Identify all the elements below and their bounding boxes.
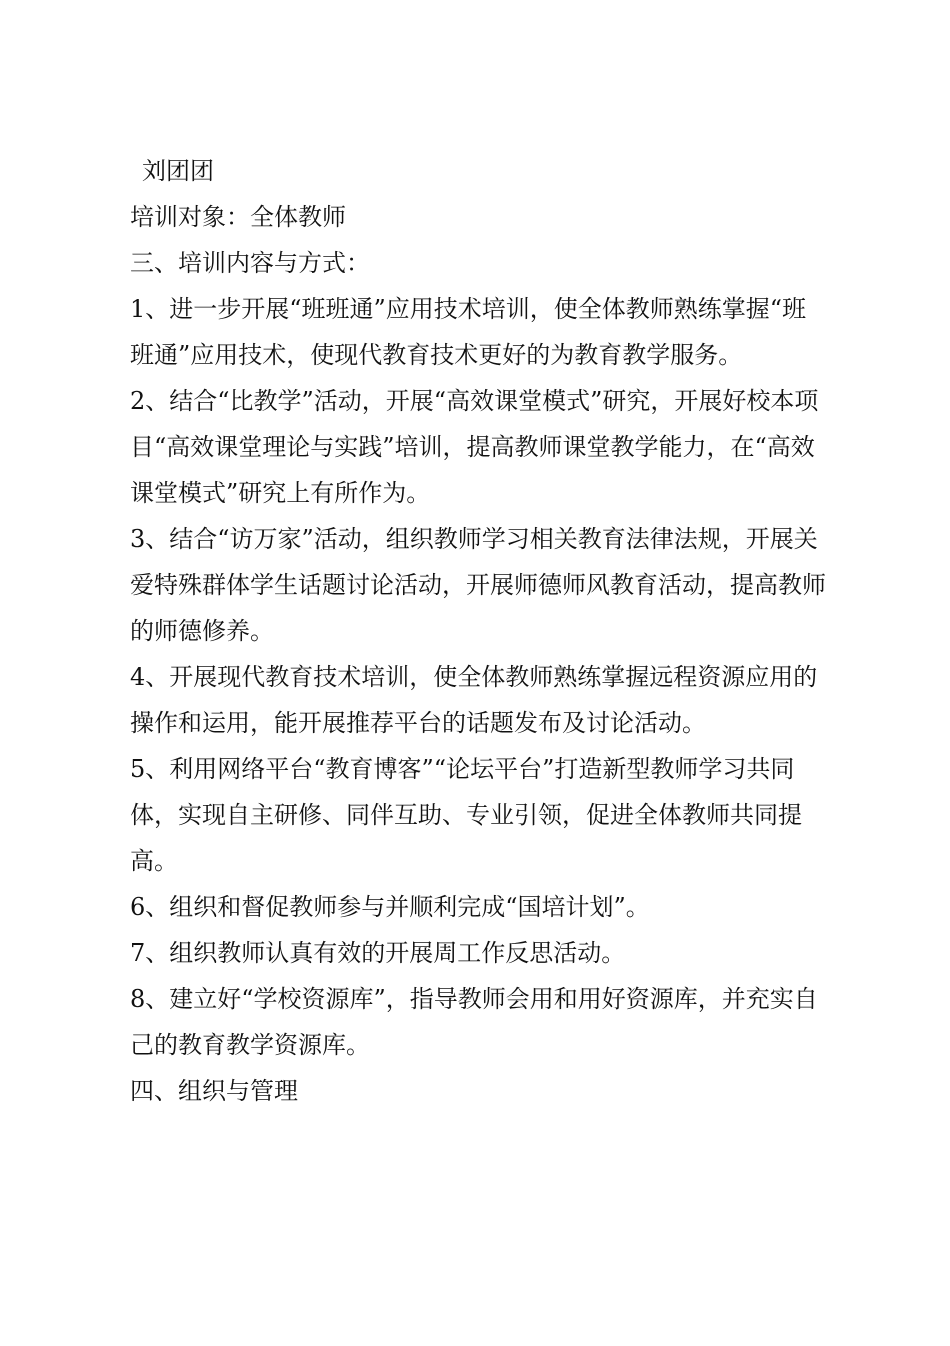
section-4-heading: 四、组织与管理	[130, 1077, 298, 1105]
document-body	[130, 148, 830, 1114]
content-item-7: 7、组织教师认真有效的开展周工作反思活动。	[130, 939, 626, 967]
content-item-5: 5、利用网络平台“教育博客”“论坛平台”打造新型教师学习共同体，实现自主研修、同伴互助、专业引领，促进全体教师共同提高。	[130, 755, 802, 875]
content-item-1: 1、进一步开展“班班通”应用技术培训，使全体教师熟练掌握“班班通”应用技术，使现代教育技术更好的为教育教学服务。	[130, 295, 807, 369]
content-item-2: 2、结合“比教学”活动，开展“高效课堂模式”研究，开展好校本项目“高效课堂理论与实践”培训，提高教师课堂教学能力，在“高效课堂模式”研究上有所作为。	[130, 387, 819, 507]
content-item-6: 6、组织和督促教师参与并顺利完成“国培计划”。	[130, 893, 650, 921]
section-3-heading: 三、培训内容与方式：	[130, 249, 370, 277]
training-target-line: 培训对象：全体教师	[130, 203, 346, 231]
content-item-4: 4、开展现代教育技术培训，使全体教师熟练掌握远程资源应用的操作和运用，能开展推荐平台的话题发布及讨论活动。	[130, 663, 818, 737]
content-item-3: 3、结合“访万家”活动，组织教师学习相关教育法律法规，开展关爱特殊群体学生话题讨论活动，开展师德师风教育活动，提高教师的师德修养。	[130, 525, 826, 645]
content-item-8: 8、建立好“学校资源库”，指导教师会用和用好资源库，并充实自己的教育教学资源库。	[130, 985, 818, 1059]
author-line: 刘团团	[142, 157, 214, 185]
